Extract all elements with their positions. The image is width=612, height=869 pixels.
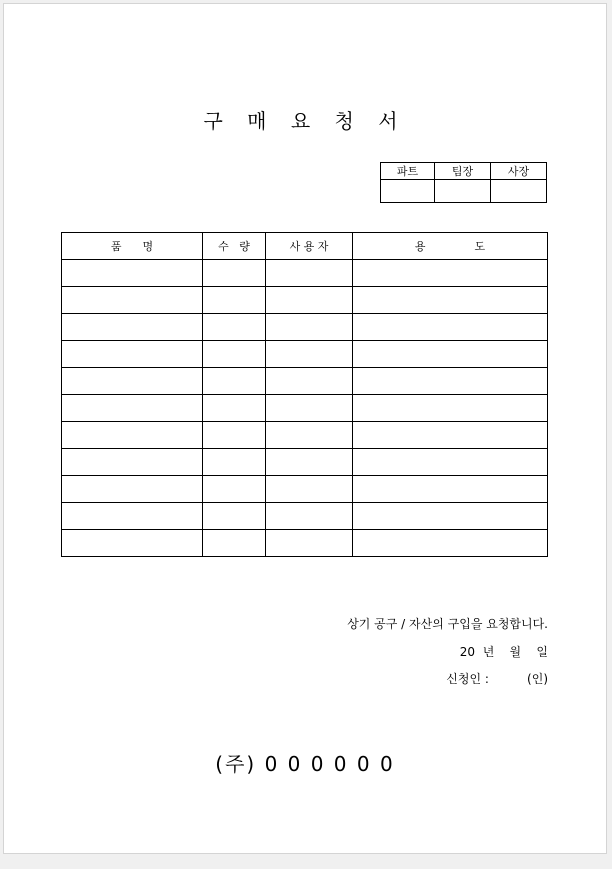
table-row bbox=[62, 530, 548, 557]
table-cell-purpose[interactable] bbox=[353, 503, 548, 530]
table-cell-purpose[interactable] bbox=[353, 260, 548, 287]
table-cell-name[interactable] bbox=[62, 395, 203, 422]
table-cell-user[interactable] bbox=[266, 395, 353, 422]
table-cell-user[interactable] bbox=[266, 449, 353, 476]
company-name: (주) 0 0 0 0 0 0 bbox=[215, 752, 395, 776]
approval-header-part: 파트 bbox=[381, 163, 435, 180]
table-cell-name[interactable] bbox=[62, 503, 203, 530]
table-cell-purpose[interactable] bbox=[353, 476, 548, 503]
table-cell-purpose[interactable] bbox=[353, 422, 548, 449]
approval-cell-team-lead bbox=[435, 180, 491, 203]
table-cell-quantity[interactable] bbox=[203, 449, 266, 476]
table-cell-quantity[interactable] bbox=[203, 503, 266, 530]
table-cell-name[interactable] bbox=[62, 368, 203, 395]
table-cell-name[interactable] bbox=[62, 314, 203, 341]
table-cell-user[interactable] bbox=[266, 422, 353, 449]
document-page bbox=[3, 3, 607, 854]
table-cell-name[interactable] bbox=[62, 422, 203, 449]
applicant-line: 신청인 : (인) bbox=[446, 672, 548, 686]
table-cell-user[interactable] bbox=[266, 314, 353, 341]
table-row bbox=[62, 341, 548, 368]
approval-cell-president bbox=[491, 180, 547, 203]
table-cell-quantity[interactable] bbox=[203, 314, 266, 341]
table-cell-name[interactable] bbox=[62, 476, 203, 503]
table-cell-quantity[interactable] bbox=[203, 422, 266, 449]
items-table bbox=[61, 232, 548, 557]
approval-header-president: 사장 bbox=[491, 163, 547, 180]
table-row bbox=[62, 260, 548, 287]
table-cell-name[interactable] bbox=[62, 530, 203, 557]
approval-cell-part bbox=[381, 180, 435, 203]
table-cell-quantity[interactable] bbox=[203, 395, 266, 422]
table-cell-quantity[interactable] bbox=[203, 530, 266, 557]
table-cell-name[interactable] bbox=[62, 449, 203, 476]
table-row bbox=[62, 395, 548, 422]
table-cell-name[interactable] bbox=[62, 260, 203, 287]
table-cell-purpose[interactable] bbox=[353, 449, 548, 476]
approval-table bbox=[380, 162, 547, 203]
table-cell-quantity[interactable] bbox=[203, 368, 266, 395]
table-row bbox=[62, 449, 548, 476]
table-cell-quantity[interactable] bbox=[203, 287, 266, 314]
table-cell-user[interactable] bbox=[266, 476, 353, 503]
table-cell-name[interactable] bbox=[62, 287, 203, 314]
table-cell-purpose[interactable] bbox=[353, 530, 548, 557]
date-line: 20 년 월 일 bbox=[459, 645, 548, 659]
table-row bbox=[62, 368, 548, 395]
table-cell-name[interactable] bbox=[62, 341, 203, 368]
approval-header-team-lead: 팀장 bbox=[435, 163, 491, 180]
table-cell-quantity[interactable] bbox=[203, 341, 266, 368]
table-cell-user[interactable] bbox=[266, 260, 353, 287]
table-row bbox=[62, 422, 548, 449]
table-row bbox=[62, 503, 548, 530]
table-cell-user[interactable] bbox=[266, 368, 353, 395]
table-cell-quantity[interactable] bbox=[203, 260, 266, 287]
table-row bbox=[62, 476, 548, 503]
table-cell-purpose[interactable] bbox=[353, 341, 548, 368]
table-cell-user[interactable] bbox=[266, 287, 353, 314]
table-cell-user[interactable] bbox=[266, 341, 353, 368]
table-cell-purpose[interactable] bbox=[353, 287, 548, 314]
request-statement: 상기 공구 / 자산의 구입을 요청합니다. bbox=[347, 617, 548, 631]
items-header-purpose: 용 도 bbox=[353, 233, 548, 260]
table-cell-user[interactable] bbox=[266, 530, 353, 557]
table-cell-purpose[interactable] bbox=[353, 395, 548, 422]
table-cell-purpose[interactable] bbox=[353, 368, 548, 395]
table-row bbox=[62, 314, 548, 341]
table-cell-quantity[interactable] bbox=[203, 476, 266, 503]
table-cell-purpose[interactable] bbox=[353, 314, 548, 341]
items-header-name: 품 명 bbox=[62, 233, 203, 260]
items-header-user: 사 용 자 bbox=[266, 233, 353, 260]
items-header-quantity: 수 량 bbox=[203, 233, 266, 260]
document-title: 구 매 요 청 서 bbox=[203, 109, 407, 133]
table-row bbox=[62, 287, 548, 314]
table-cell-user[interactable] bbox=[266, 503, 353, 530]
